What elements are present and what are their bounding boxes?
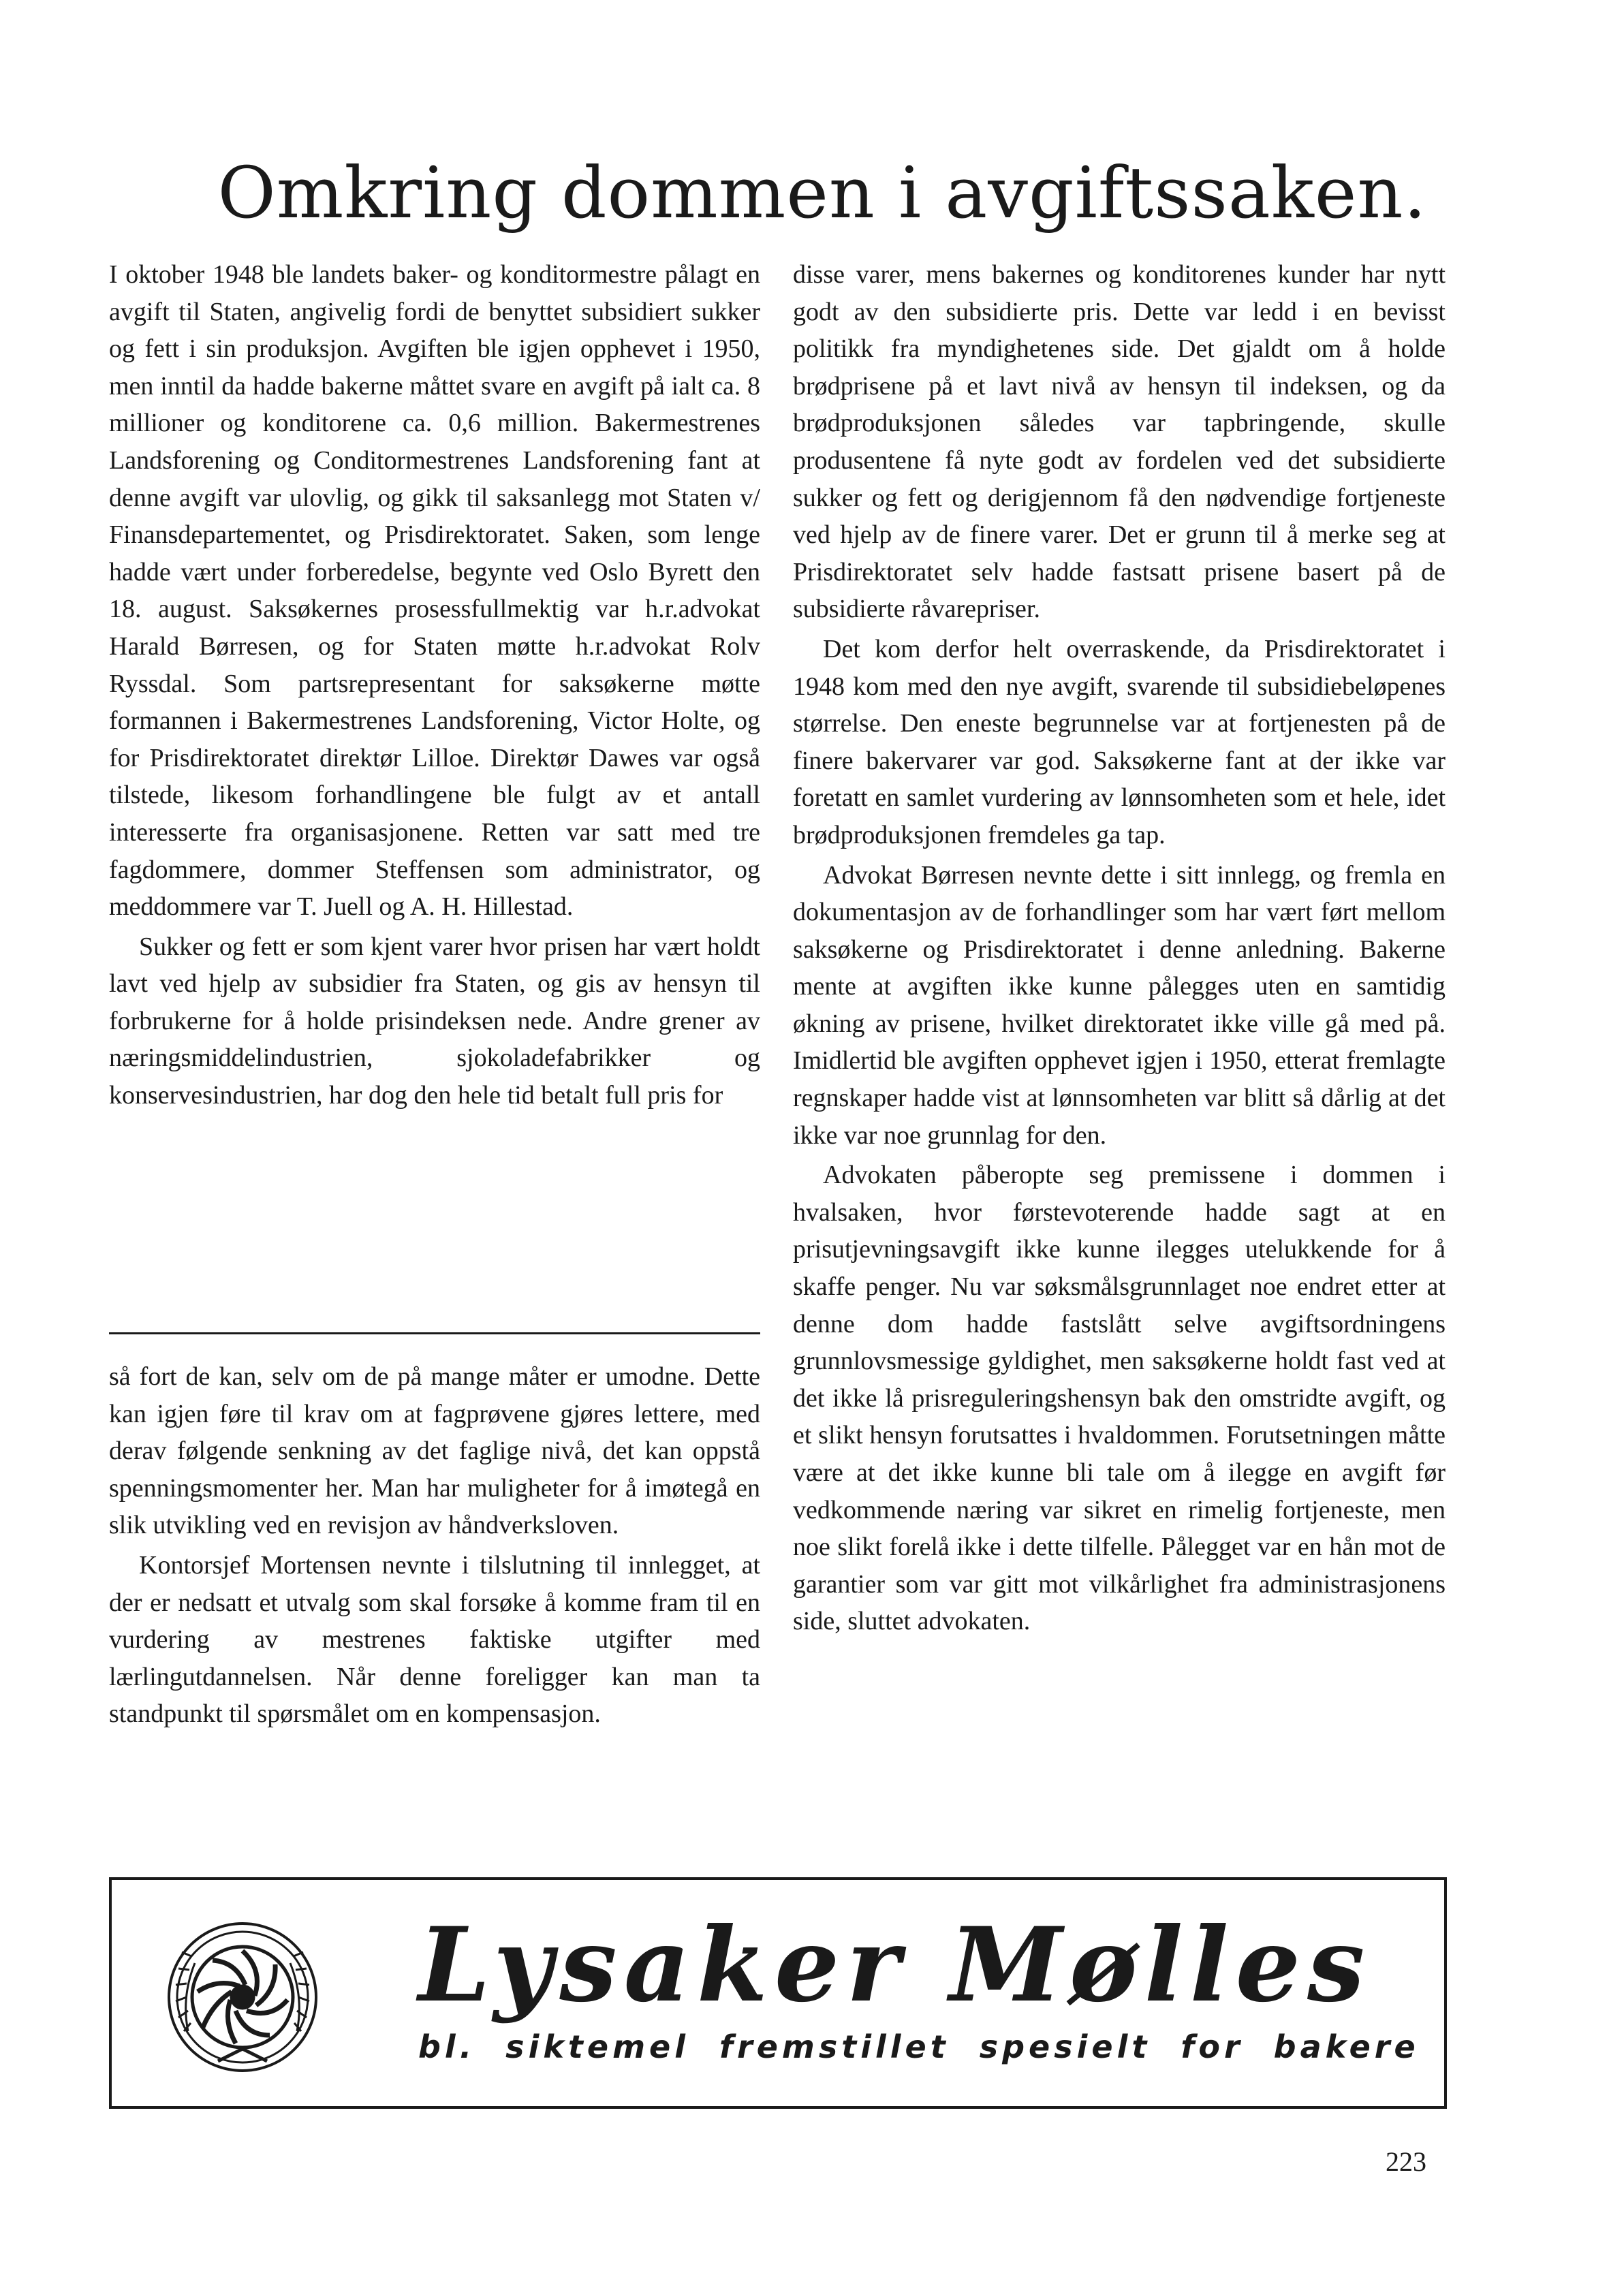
previous-article-continuation	[109, 1358, 760, 1733]
article-right-column	[793, 256, 1446, 1640]
article-left-column	[109, 256, 760, 1114]
mill-wheel-wreath-icon	[161, 1915, 324, 2079]
advertisement-tagline: bl. siktemel fremstillet spesielt for bakere	[418, 2028, 1420, 2065]
page-number: 223	[1386, 2146, 1426, 2177]
article-paragraph: Det kom derfor helt overraskende, da Prisdirektoratet i 1948 kom med den nye avgift, svarende til subsidiebeløpenes størrelse. Den eneste begrunnelse var at fortjenesten på de finere bakervarer var god. Saksøkerne fant at der ikke var foretatt en samlet vurdering av lønnsomheten som et hele, idet brødproduksjonen fremdeles ga tap.	[793, 634, 1446, 849]
article-paragraph: Kontorsjef Mortensen nevnte i tilslutning til innlegget, at der er nedsatt et utvalg som skal forsøke å komme fram til en vurdering av mestrenes faktiske utgifter med lærlingutdannelsen. Når denne foreligger kan man ta standpunkt til spørsmålet om en kompensasjon.	[109, 1550, 760, 1729]
article-paragraph: I oktober 1948 ble landets baker- og konditormestre pålagt en avgift til Staten, angivelig fordi de benyttet subsidiert sukker og fett i sin produksjon. Avgiften ble igjen opphevet i 1950, men inntil da hadde bakerne måttet svare en avgift på ialt ca. 8 millioner og konditorene ca. 0,6 million. Bakermestrenes Landsforening og Conditormestrenes Landsforening fant at denne avgift var ulovlig, og gikk til saksanlegg mot Staten v/ Finansdepartementet, og Prisdirektoratet. Saken, som lenge hadde vært under forberedelse, begynte ved Oslo Byrett den 18. august. Saksøkernes prosessfullmektig var h.r.advokat Harald Børresen, og for Staten møtte h.r.advokat Rolv Ryssdal. Som partsrepresentant for saksøkerne møtte formannen i Bakermestrenes Landsforening, Victor Holte, og for Prisdirektoratet direktør Lilloe. Direktør Dawes var også tilstede, likesom forhandlingene ble fulgt av et antall interesserte fra organisasjonene. Retten var satt med tre fagdommere, dommer Steffensen som administrator, og meddommere var T. Juell og A. H. Hillestad.	[109, 260, 760, 922]
article-paragraph: Advokat Børresen nevnte dette i sitt innlegg, og fremla en dokumentasjon av de forhandlinger som har vært ført mellom saksøkerne og Prisdirektoratet i denne anledning. Bakerne mente at avgiften ikke kunne pålegges uten en samtidig økning av prisene, hvilket direktoratet ikke ville gå med på. Imidlertid ble avgiften opphevet igjen i 1950, etterat fremlagte regnskaper hadde vist at lønnsomheten var blitt så dårlig at det ikke var noe grunnlag for den.	[793, 860, 1446, 1150]
article-title: Omkring dommen i avgiftssaken.	[217, 151, 1427, 234]
article-paragraph: så fort de kan, selv om de på mange måter er umodne. Dette kan igjen føre til krav om at fagprøvene gjøres lettere, med derav følgende senkning av det faglige nivå, det kan oppstå spenningsmomenter her. Man har muligheter for å imøtegå en slik utvikling ved en revisjon av håndverksloven.	[109, 1362, 760, 1540]
advertisement-brand: Lysaker Mølles	[418, 1905, 1372, 2025]
article-paragraph: Advokaten påberopte seg premissene i dommen i hvalsaken, hvor førstevoterende hadde sagt at en prisutjevningsavgift ikke kunne ilegges utelukkende for å skaffe penger. Nu var søksmålsgrunnlaget noe endret etter at denne dom hadde fastslått selve avgiftsordningens grunnlovsmessige gyldighet, men saksøkerne holdt fast ved at det ikke lå prisreguleringshensyn bak den omstridte avgift, og et slikt hensyn forutsattes i hvaldommen. Forutsetningen måtte være at det ikke kunne bli tale om å ilegge en avgift før vedkommende næring var sikret en rimelig fortjeneste, men noe slikt forelå ikke i dette tilfelle. Pålegget var en hån mot de garantier som var gitt mot vilkårlighet fra administrasjonens side, sluttet advokaten.	[793, 1161, 1446, 1636]
article-paragraph: disse varer, mens bakernes og konditorenes kunder har nytt godt av den subsidierte pris. Dette var ledd i en bevisst politikk fra myndighetenes side. Det gjaldt om å holde brødprisene på et lavt nivå av hensyn til indeksen, og da brødproduksjonen således var tapbringende, skulle produsentene få nyte godt av fordelen ved det subsidierte sukker og fett og derigjennom få den nødvendige fortjeneste ved hjelp av de finere varer. Det er grunn til å merke seg at Prisdirektoratet selv hadde fastsatt prisene basert på de subsidierte råvarepriser.	[793, 260, 1446, 624]
column-divider-rule	[109, 1332, 760, 1334]
article-paragraph: Sukker og fett er som kjent varer hvor prisen har vært holdt lavt ved hjelp av subsidier fra Staten, og gis av hensyn til forbrukerne for å holde prisindeksen nede. Andre grener av næringsmiddelindustrien, sjokoladefabrikker og konservesindustrien, har dog den hele tid betalt full pris for	[109, 932, 760, 1110]
advertisement-box	[109, 1877, 1447, 2109]
